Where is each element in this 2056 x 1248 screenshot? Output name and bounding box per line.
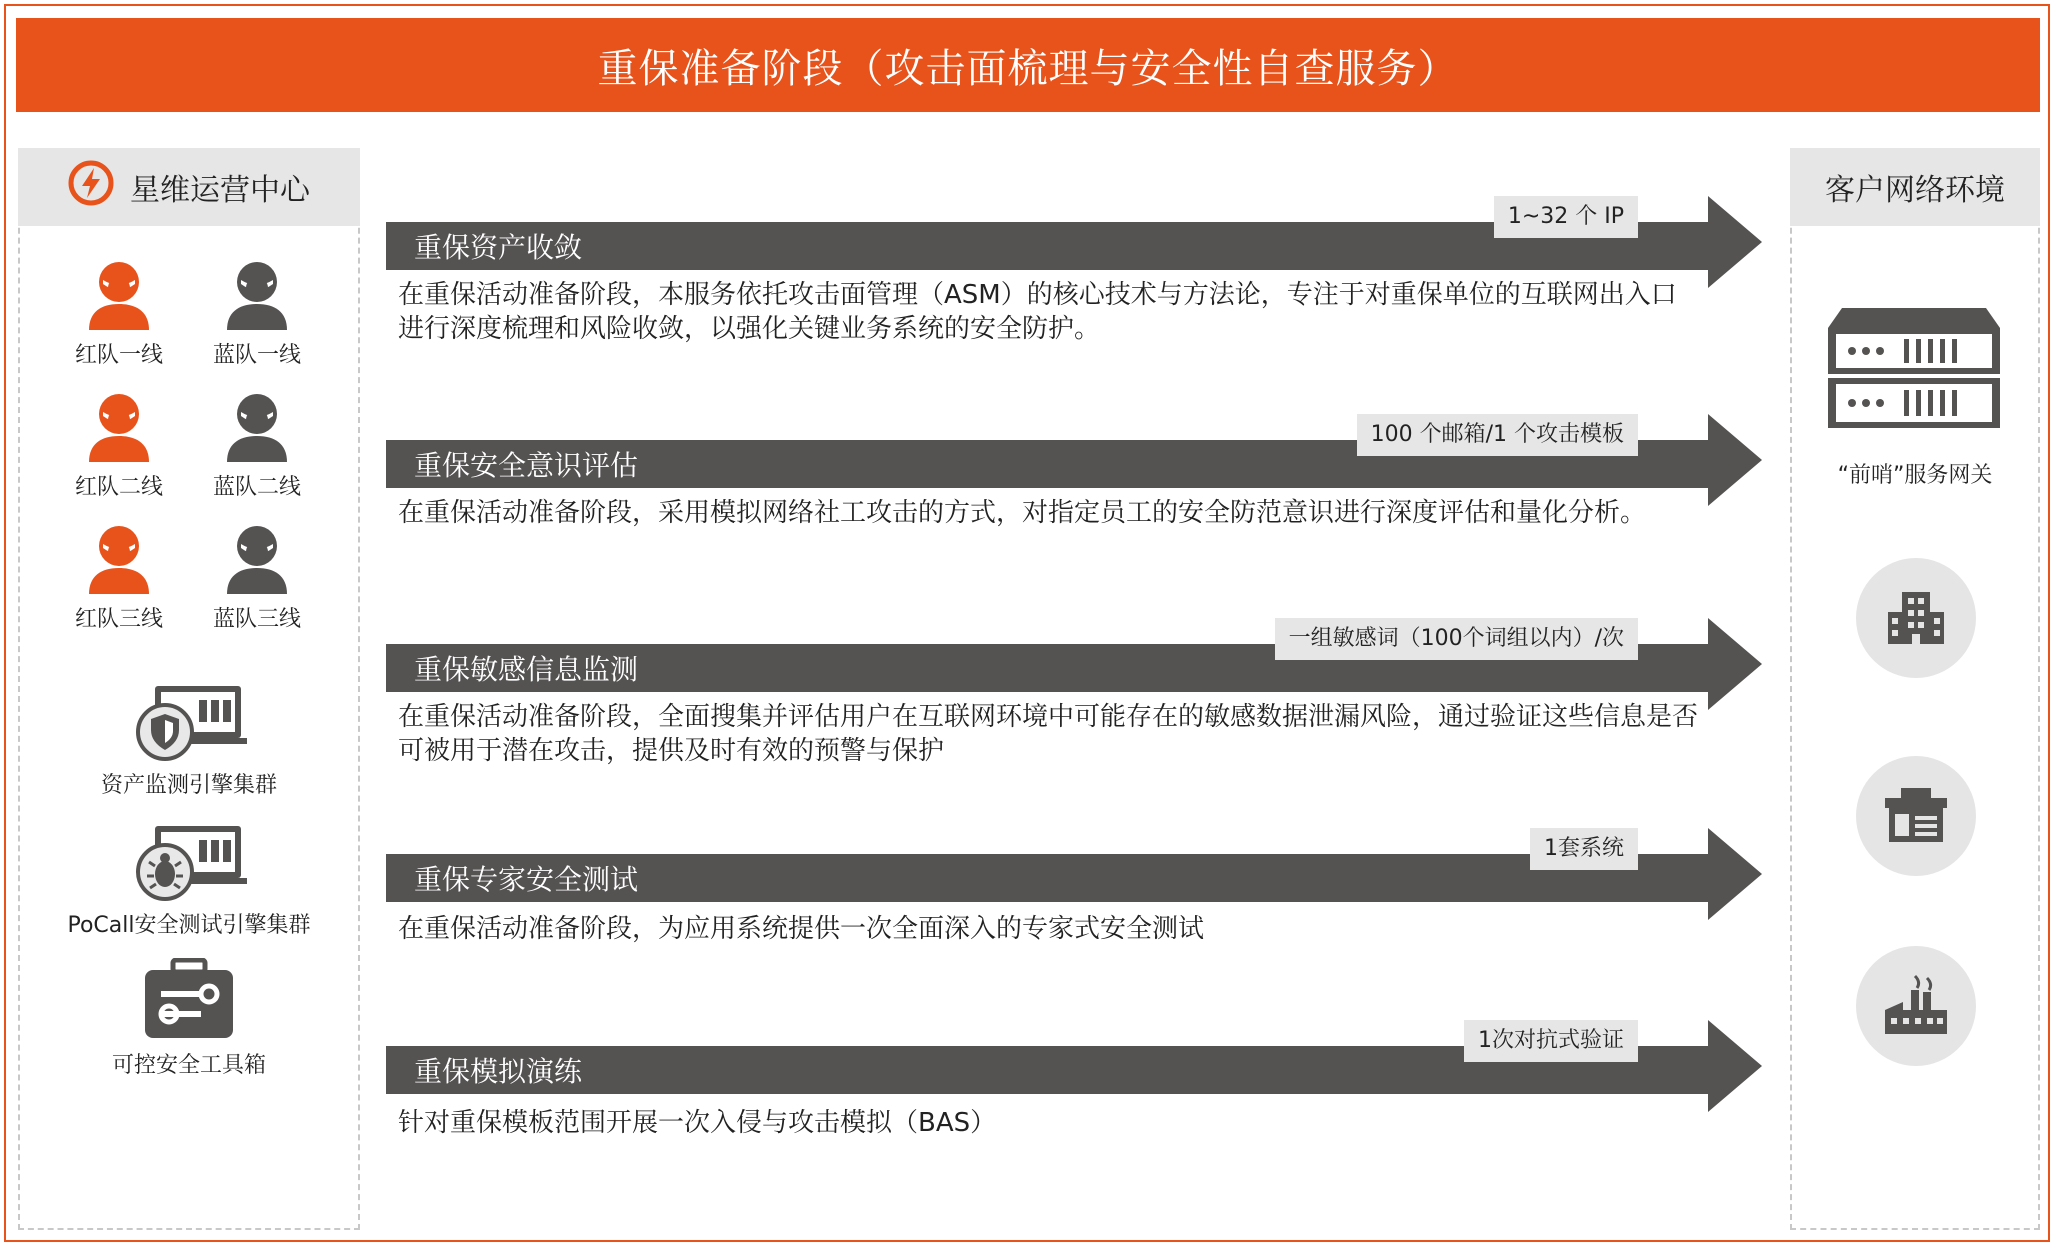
office-building-icon — [1856, 558, 1976, 678]
service-description: 在重保活动准备阶段，采用模拟网络社工攻击的方式，对指定员工的安全防范意识进行深度评估和量化分析。 — [398, 498, 1647, 528]
service-description: 在重保活动准备阶段，本服务依托攻击面管理（ASM）的核心技术与方法论，专注于对重保单位的互联网出入口进行深度梳理和风险收敛，以强化关键业务系统的安全防护。 — [398, 280, 1677, 344]
server-icon — [1824, 306, 2004, 434]
scope-tag: 1次对抗式验证 — [1464, 1020, 1638, 1062]
service-description: 针对重保模板范围开展一次入侵与攻击模拟（BAS） — [398, 1108, 997, 1138]
team-label: 蓝队三线 — [212, 607, 301, 632]
scope-tag: 100 个邮箱/1 个攻击模板 — [1357, 414, 1638, 456]
engine-label: 可控安全工具箱 — [111, 1053, 266, 1078]
operations-center-title: 星维运营中心 — [130, 173, 310, 208]
red-person-icon — [83, 390, 155, 462]
asset-monitoring-engine — [18, 680, 360, 799]
page-title: 重保准备阶段（攻击面梳理与安全性自查服务） — [16, 18, 2040, 112]
blue-team-line1 — [192, 258, 322, 369]
service-title: 重保安全意识评估 — [414, 449, 639, 482]
store-icon — [1856, 756, 1976, 876]
scope-tag: 一组敏感词（100个词组以内）/次 — [1275, 618, 1638, 660]
service-description: 在重保活动准备阶段，全面搜集并评估用户在互联网环境中可能存在的敏感数据泄漏风险，通过验证这些信息是否可被用于潜在攻击，提供及时有效的预警与保护 — [398, 702, 1699, 766]
red-person-icon — [83, 258, 155, 330]
pocall-engine — [18, 820, 360, 939]
service-title: 重保模拟演练 — [414, 1055, 583, 1088]
security-toolbox — [18, 958, 360, 1079]
red-team-line3 — [54, 522, 184, 633]
engine-label: 资产监测引擎集群 — [100, 773, 277, 798]
team-label: 红队二线 — [74, 475, 163, 500]
team-label: 红队三线 — [74, 607, 163, 632]
team-label: 红队一线 — [74, 343, 163, 368]
bug-laptop-icon — [129, 820, 249, 902]
service-title: 重保资产收敛 — [414, 231, 583, 264]
gateway-label: “前哨”服务网关 — [1837, 463, 1993, 488]
shield-laptop-icon — [129, 680, 249, 762]
blue-team-line2 — [192, 390, 322, 501]
scope-tag: 1套系统 — [1530, 828, 1638, 870]
gray-person-icon — [221, 522, 293, 594]
gray-person-icon — [221, 390, 293, 462]
customer-network-title: 客户网络环境 — [1790, 148, 2040, 226]
service-title: 重保敏感信息监测 — [414, 653, 639, 686]
engine-label: PoCall安全测试引擎集群 — [67, 913, 311, 938]
operations-center-header — [18, 148, 360, 226]
service-description: 在重保活动准备阶段，为应用系统提供一次全面深入的专家式安全测试 — [398, 914, 1205, 944]
team-label: 蓝队一线 — [212, 343, 301, 368]
blue-team-line3 — [192, 522, 322, 633]
lightning-logo-icon — [68, 160, 114, 214]
service-title: 重保专家安全测试 — [414, 863, 639, 896]
gray-person-icon — [221, 258, 293, 330]
team-label: 蓝队二线 — [212, 475, 301, 500]
toolbox-icon — [139, 958, 239, 1042]
factory-icon — [1856, 946, 1976, 1066]
red-team-line1 — [54, 258, 184, 369]
red-person-icon — [83, 522, 155, 594]
scope-tag: 1~32 个 IP — [1494, 196, 1638, 238]
red-team-line2 — [54, 390, 184, 501]
